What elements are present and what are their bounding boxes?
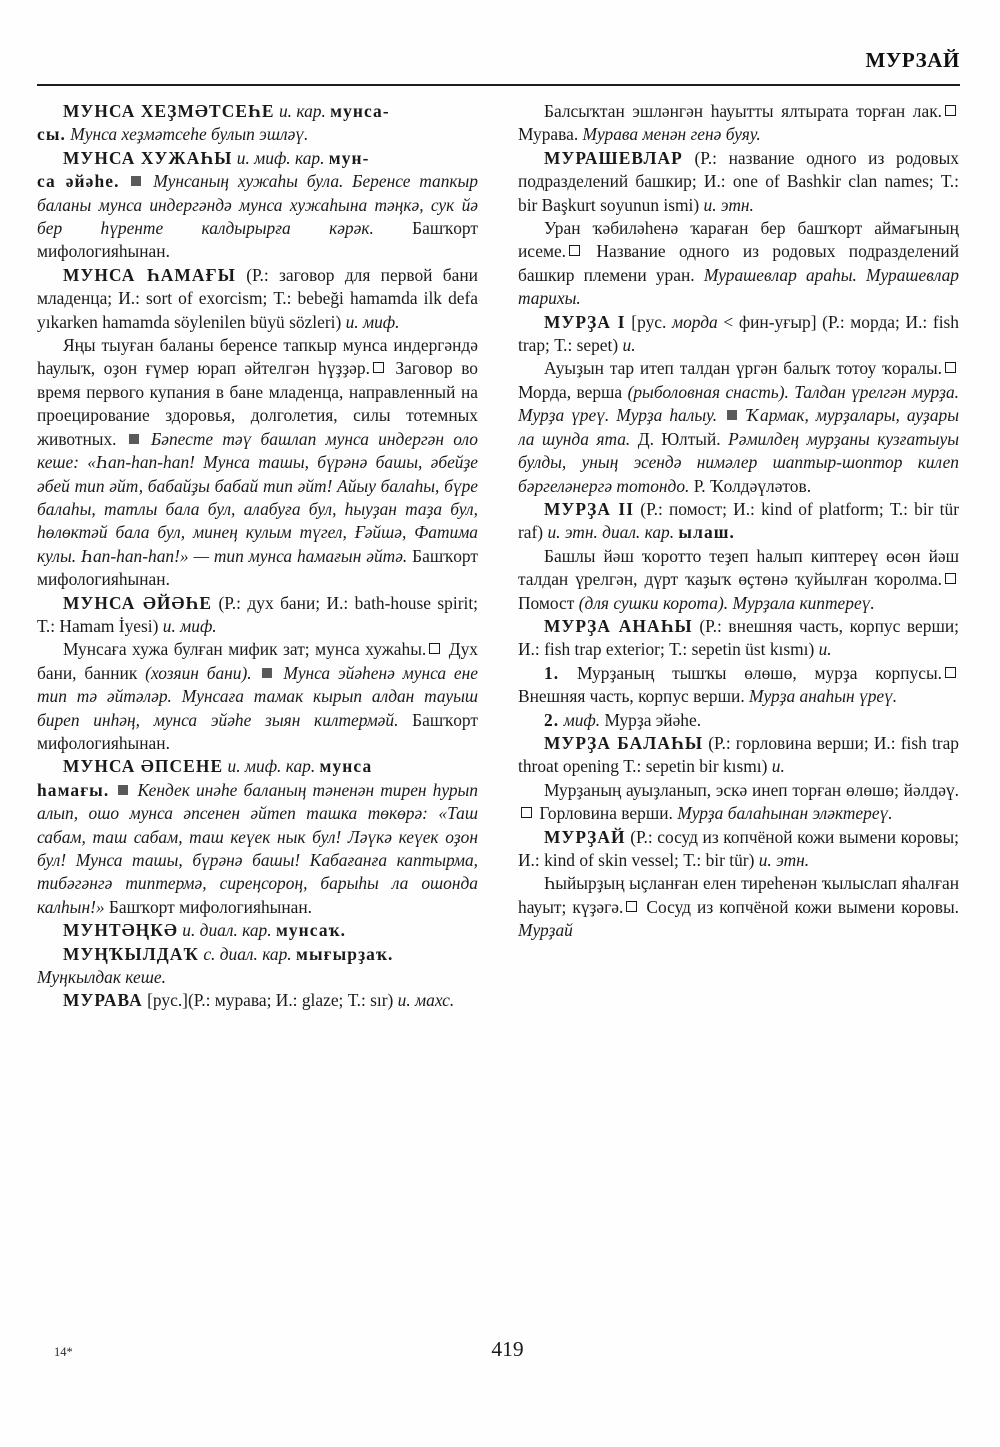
plain-text: (Р.: сосуд из копчёной кожи вымени коровы; И.: kind of skin vessel; Т.: bir tür) bbox=[518, 826, 959, 870]
dictionary-entry bbox=[37, 592, 478, 756]
plain-text: Башҡорт мифологияһынан. bbox=[104, 896, 313, 917]
headword: МУРҘАЙ bbox=[544, 826, 626, 847]
italic-text: Мурҙа анаһын үреү. bbox=[749, 686, 898, 707]
entry-paragraph bbox=[37, 592, 478, 639]
body-columns bbox=[37, 100, 960, 1315]
headword: МУРҘА АНАҺЫ bbox=[544, 615, 693, 636]
headword: мығырҙаҡ. bbox=[296, 943, 394, 964]
plain-text bbox=[120, 171, 129, 191]
dictionary-entry bbox=[518, 311, 959, 498]
headword: МУҢҠЫЛДАҠ bbox=[63, 943, 199, 964]
entry-paragraph bbox=[37, 100, 478, 123]
plain-text: (Р.: горловина верши; И.: fish trap throat opening Т.: sepetin bir kısmı) bbox=[518, 732, 959, 777]
headword: һамағы. bbox=[37, 779, 110, 800]
plain-text: Заговор во время первого купания в бане младенца, направленный на проецирование здоровья, долголетия, силы тотемных животных. bbox=[37, 358, 478, 449]
plain-text: Балсыҡтан эшләнгән һауытты ялтырата торған лак. bbox=[544, 101, 942, 121]
italic-text: и. миф. кар. bbox=[223, 756, 320, 777]
plain-text: Яңы тыуған баланы беренсе тапкыр мунса индергәндә һаулыҡ, оҙон ғүмер юрап әйтелгән һүҙҙәр. bbox=[37, 335, 478, 379]
plain-text: Внешняя часть, корпус верши. bbox=[518, 686, 750, 707]
dictionary-entry bbox=[518, 826, 959, 943]
plain-text: Башҡорт мифологияһынан. bbox=[37, 218, 478, 262]
entry-paragraph bbox=[518, 662, 959, 709]
plain-text: Д. Юлтый. bbox=[630, 428, 729, 449]
dictionary-entry bbox=[37, 147, 478, 264]
plain-text: Сосуд из копчёной кожи вымени коровы. bbox=[640, 896, 959, 917]
open-square-mark bbox=[373, 362, 384, 373]
headword: МУНСА ӘЙӘҺЕ bbox=[63, 592, 213, 613]
italic-text: и. этн. bbox=[754, 850, 810, 870]
plain-text bbox=[252, 663, 260, 683]
headword: ылаш. bbox=[678, 522, 735, 543]
open-square-mark bbox=[521, 807, 532, 818]
entry-paragraph bbox=[37, 779, 478, 919]
dictionary-entry bbox=[37, 755, 478, 919]
entry-paragraph bbox=[518, 147, 959, 217]
plain-text: Башҡорт мифологияһынан. bbox=[37, 709, 478, 753]
italic-text: Мурҙа балаһынан эләктереү. bbox=[677, 803, 893, 824]
dictionary-entry bbox=[518, 498, 959, 615]
italic-text: (хозяин бани). bbox=[145, 662, 252, 683]
right-column bbox=[518, 100, 959, 1315]
headword: МУРҘА БАЛАҺЫ bbox=[544, 732, 704, 753]
dictionary-entry bbox=[518, 147, 959, 311]
italic-text: Ҡармак, мурҙалары, ауҙары ла шунда ята. bbox=[518, 405, 959, 449]
running-head: МУРЗАЙ bbox=[865, 48, 960, 72]
plain-text: Дух бани, банник bbox=[37, 639, 478, 683]
italic-text: Рәмилдең мурҙаны кузғатыуы булды, уның эсендә нимәлер шаптыр-шоптор килеп бәргеләнергә тотондо. bbox=[518, 428, 959, 496]
plain-text: Морда, верша bbox=[518, 381, 628, 402]
headword: МУРҘА II bbox=[544, 498, 635, 519]
italic-text: и. bbox=[767, 756, 785, 777]
dictionary-entry bbox=[518, 732, 959, 826]
italic-text: и. миф. кар. bbox=[232, 147, 329, 168]
headword: мун- bbox=[328, 147, 370, 168]
dictionary-entry bbox=[37, 919, 478, 942]
italic-text: Мунса хеҙмәтсеһе булып эшләү. bbox=[65, 124, 309, 145]
plain-text: (Р.: помост; И.: kind of platform; Т.: bir tür raf) bbox=[518, 498, 959, 543]
entry-paragraph bbox=[518, 732, 959, 779]
headword: са әйәһе. bbox=[37, 171, 120, 192]
open-square-mark bbox=[945, 667, 956, 678]
headword: МУНСА ХЕҘМӘТСЕҺЕ bbox=[63, 101, 275, 121]
open-square-mark bbox=[626, 901, 637, 912]
entry-paragraph bbox=[37, 147, 478, 170]
italic-text: и. махс. bbox=[393, 990, 455, 1011]
headword: 2. bbox=[544, 709, 560, 730]
entry-paragraph bbox=[518, 709, 959, 732]
entry-paragraph bbox=[37, 755, 478, 778]
plain-text: (Р.: внешняя часть, корпус верши; И.: fish trap exterior; Т.: sepetin üst kısmı) bbox=[518, 615, 959, 660]
headword: сы. bbox=[37, 124, 66, 145]
plain-text: Р. Ҡолдәүләтов. bbox=[689, 475, 812, 496]
italic-text: и. этн. диал. кар. bbox=[543, 522, 679, 543]
italic-text: и. миф. bbox=[341, 311, 400, 332]
entry-paragraph bbox=[518, 872, 959, 942]
italic-text: с. диал. кар. bbox=[198, 943, 296, 964]
headword: МУНСА ҺАМАҒЫ bbox=[63, 264, 236, 285]
italic-text: морда bbox=[671, 311, 718, 332]
plain-text: Һыйырҙың ыҫланған елен тиреһенән ҡылыслап яһалған һауыт; күҙәгә. bbox=[518, 873, 959, 917]
italic-text: Мурава менән генә буяу. bbox=[582, 124, 761, 145]
plain-text bbox=[717, 405, 724, 425]
italic-text: миф. bbox=[559, 709, 601, 730]
filled-square-mark bbox=[262, 668, 272, 678]
open-square-mark bbox=[945, 105, 956, 116]
plain-text: Мунсаға хужа булған мифик зат; мунса хужаһы. bbox=[63, 639, 427, 660]
entry-paragraph bbox=[518, 826, 959, 873]
plain-text: Мурҙаның тышҡы өлөшө, мурҙа корпусы. bbox=[559, 662, 942, 683]
italic-text: Мунсаның хужаһы була. Беренсе тапкыр баланы мунса индергәндә мунса хужаһына тәңкә, сук йә бер һүренте калдырырға кәрәк. bbox=[37, 171, 478, 239]
plain-text: Мурҙа эйәһе. bbox=[600, 709, 702, 730]
filled-square-mark bbox=[118, 785, 128, 795]
entry-paragraph bbox=[37, 170, 478, 264]
italic-text: Кендек инәһе баланың тәненән тирен һурып алып, ошо мунса әпсенен әйтеп ташка төкөрә: «Таш сабам, таш сабам, таш кеүек нык бул! Ләүкә кеүек оҙон бул! Мунса ташы, бүрәнә башы! Кабағанға каптырма, тибәгәнгә типтермә, сиреңсороң, барыһы ла ошонда калһын!» bbox=[37, 779, 478, 917]
filled-square-mark bbox=[129, 434, 139, 444]
headword: МУРАВА bbox=[63, 990, 143, 1011]
header-rule bbox=[37, 84, 960, 86]
plain-text: < фин-уғыр] (Р.: морда; И.: fish trap; Т.: sepet) bbox=[518, 311, 959, 356]
headword: МУНТӘҢКӘ bbox=[63, 920, 178, 941]
entry-paragraph bbox=[518, 545, 959, 615]
plain-text: (Р.: заговор для первой бани младенца; И.: sort of exorcism; Т.: bebeği hamamda ilk defa yıkarken hamamda söylenilen büyü sözleri) bbox=[37, 264, 478, 332]
italic-text: (для сушки корота). Мурҙала киптереү. bbox=[578, 592, 875, 613]
italic-text: Муңкылдак кеше. bbox=[37, 967, 166, 988]
headword: мунсаҡ. bbox=[275, 920, 347, 941]
headword: мунса- bbox=[330, 101, 390, 121]
italic-text: и. bbox=[814, 639, 832, 660]
dictionary-entry bbox=[37, 100, 478, 147]
filled-square-mark bbox=[727, 410, 737, 420]
plain-text: (Р.: название одного из родовых подразделений башкир; И.: one of Bashkir clan names; Т.: bir Başkurt soyunun ismi) bbox=[518, 147, 959, 215]
italic-text: Мурҙай bbox=[518, 920, 573, 941]
headword: 1. bbox=[544, 662, 560, 683]
filled-square-mark bbox=[131, 176, 141, 186]
plain-text: Помост bbox=[518, 592, 579, 613]
entry-paragraph bbox=[37, 334, 478, 591]
open-square-mark bbox=[569, 245, 580, 256]
dictionary-entry bbox=[37, 264, 478, 592]
dictionary-entry bbox=[518, 615, 959, 732]
headword: мунса bbox=[319, 756, 373, 777]
page-number: 419 bbox=[491, 1337, 524, 1361]
italic-text: Мунса эйәһенә мунса ене тип тә әйтәләр. Мунсаға тамак кырып алдан тауыш биреп инһәң, мунса эйәһе зыян килтермәй. bbox=[37, 662, 478, 730]
headword: МУРҘА I bbox=[544, 311, 626, 332]
italic-text: и. bbox=[618, 335, 636, 356]
headword: МУНСА ӘПСЕНЕ bbox=[63, 756, 224, 777]
italic-text: и. миф. bbox=[158, 615, 217, 636]
plain-text: Уран ҡәбиләһенә ҡараған бер башҡорт аймағының исеме. bbox=[518, 218, 959, 262]
plain-text bbox=[109, 780, 115, 800]
entry-paragraph bbox=[518, 100, 959, 147]
dictionary-entry bbox=[518, 100, 959, 147]
entry-paragraph bbox=[37, 943, 478, 966]
headword: МУРАШЕВЛАР bbox=[544, 147, 683, 168]
plain-text bbox=[117, 429, 126, 449]
plain-text: (Р.: дух бани; И.: bath-house spirit; Т.: Hamam İyesi) bbox=[37, 592, 478, 636]
italic-text: и. диал. кар. bbox=[177, 920, 276, 941]
entry-paragraph bbox=[518, 217, 959, 311]
plain-text: Башлы йәш ҡоротто теҙеп һалып киптереү өсөн йәш талдан үрелгән, дүрт ҡаҙыҡ өҫтөнә ҡуйылған ҡоролма. bbox=[518, 545, 959, 590]
italic-text: Мурашевлар араһы. Мурашевлар тарихы. bbox=[518, 264, 959, 309]
dictionary-entry bbox=[37, 943, 478, 990]
entry-paragraph bbox=[518, 779, 959, 826]
entry-paragraph bbox=[37, 123, 478, 146]
entry-paragraph bbox=[37, 919, 478, 942]
plain-text: Мурҙаның ауыҙланып, эскә инеп торған өлөшө; йәлдәү. bbox=[544, 779, 959, 800]
entry-paragraph bbox=[518, 615, 959, 662]
open-square-mark bbox=[945, 362, 956, 373]
plain-text: Название одного из родовых подразделений башкир племени уран. bbox=[518, 241, 959, 285]
entry-paragraph bbox=[37, 638, 478, 755]
italic-text: и. этн. bbox=[699, 194, 754, 215]
plain-text: [рус.](Р.: мурава; И.: glaze; Т.: sır) bbox=[142, 990, 394, 1011]
entry-paragraph bbox=[37, 264, 478, 334]
plain-text: Ауыҙын тар итеп талдан үргән балыҡ тотоу ҡоралы. bbox=[544, 358, 942, 379]
entry-paragraph bbox=[518, 311, 959, 358]
entry-paragraph bbox=[37, 966, 478, 989]
italic-text: и. кар. bbox=[274, 101, 331, 121]
signature-mark: 14* bbox=[54, 1345, 73, 1359]
italic-text: (рыболовная снасть). Талдан үрелгән мурҙа. Мурҙа үреү. Мурҙа һалыу. bbox=[518, 381, 959, 426]
entry-paragraph bbox=[518, 498, 959, 545]
page-footer bbox=[37, 1337, 960, 1371]
plain-text: Мурава. bbox=[518, 124, 583, 145]
left-column bbox=[37, 100, 478, 1315]
italic-text: Бәпесте тәү башлап мунса индергән оло кеше: «Һап-han-han! Мунса ташы, бүрәнә башы, әбейҙе әбей тип әйт, бабайҙы бабай тип әйт! Айыу балаһы, бүре балаһы, татлы бала бул, алабуға бул, һыуҙан таҙа бул, һөлөктәй бала бул, минең кулым түгел, Ғәйшә, Фатима кулы. Һап-han-han!» — тип мунса һамағын әйтә. bbox=[37, 428, 478, 566]
entry-paragraph bbox=[518, 357, 959, 497]
dictionary-entry bbox=[37, 989, 478, 1012]
plain-text: Горловина верши. bbox=[535, 803, 678, 824]
headword: МУНСА ХУЖАҺЫ bbox=[63, 147, 233, 168]
entry-paragraph bbox=[37, 989, 478, 1012]
plain-text: [рус. bbox=[625, 311, 672, 332]
plain-text: Башҡорт мифологияһынан. bbox=[37, 545, 478, 590]
open-square-mark bbox=[429, 643, 440, 654]
open-square-mark bbox=[945, 573, 956, 584]
